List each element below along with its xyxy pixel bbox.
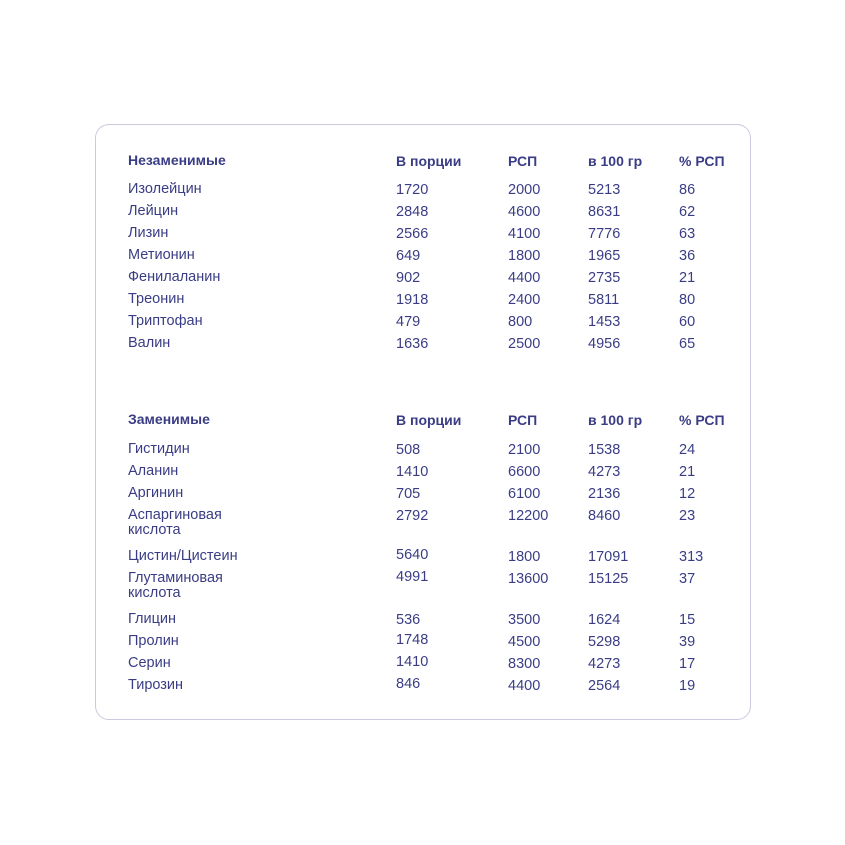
per100-value: 2564 — [588, 678, 621, 694]
table-row — [96, 486, 750, 508]
table-row — [96, 226, 750, 248]
nonessential-header-portion: В порции — [396, 412, 462, 428]
table-row — [96, 571, 750, 605]
table-row — [96, 314, 750, 336]
per100-value: 2735 — [588, 270, 621, 286]
pct-value: 86 — [679, 182, 696, 198]
rsp-value: 4400 — [508, 678, 541, 694]
pct-value: 62 — [679, 204, 696, 220]
pct-value: 313 — [679, 549, 704, 565]
rsp-value: 2500 — [508, 336, 541, 352]
per100-value: 5213 — [588, 182, 621, 198]
pct-value: 80 — [679, 292, 696, 308]
rsp-value: 1800 — [508, 248, 541, 264]
essential-header-pct: % РСП — [679, 153, 725, 169]
pct-value: 60 — [679, 314, 696, 330]
portion-value: 2792 — [396, 508, 429, 524]
table-row — [96, 442, 750, 464]
table-row — [96, 508, 750, 542]
amino-name: Лейцин — [128, 203, 179, 219]
amino-name: Метионин — [128, 247, 195, 263]
rsp-value: 2000 — [508, 182, 541, 198]
amino-name: Пролин — [128, 633, 179, 649]
rsp-value: 2100 — [508, 442, 541, 458]
per100-value: 1965 — [588, 248, 621, 264]
per100-value: 8631 — [588, 204, 621, 220]
nonessential-header-pct: % РСП — [679, 412, 725, 428]
portion-value: 2848 — [396, 204, 429, 220]
table-row — [96, 549, 750, 571]
per100-value: 15125 — [588, 571, 629, 587]
pct-value: 12 — [679, 486, 696, 502]
rsp-value: 6600 — [508, 464, 541, 480]
amino-name: Глутаминовая кислота — [128, 570, 223, 601]
pct-value: 65 — [679, 336, 696, 352]
rsp-value: 13600 — [508, 571, 549, 587]
rsp-value: 800 — [508, 314, 533, 330]
amino-acid-card — [95, 124, 751, 720]
essential-header-rsp: РСП — [508, 153, 538, 169]
portion-value: 4991 — [396, 569, 429, 585]
amino-name: Глицин — [128, 611, 177, 627]
pct-value: 39 — [679, 634, 696, 650]
per100-value: 4956 — [588, 336, 621, 352]
pct-value: 37 — [679, 571, 696, 587]
essential-header-row — [96, 153, 750, 175]
rsp-value: 4400 — [508, 270, 541, 286]
pct-value: 17 — [679, 656, 696, 672]
table-row — [96, 656, 750, 678]
rsp-value: 4100 — [508, 226, 541, 242]
nonessential-header-rsp: РСП — [508, 412, 538, 428]
rsp-value: 4500 — [508, 634, 541, 650]
portion-value: 1748 — [396, 632, 429, 648]
pct-value: 15 — [679, 612, 696, 628]
nonessential-header-row — [96, 412, 750, 434]
amino-name: Аланин — [128, 463, 179, 479]
pct-value: 24 — [679, 442, 696, 458]
portion-value: 705 — [396, 486, 421, 502]
per100-value: 7776 — [588, 226, 621, 242]
pct-value: 36 — [679, 248, 696, 264]
amino-name: Лизин — [128, 225, 169, 241]
essential-header-name: Незаменимые — [128, 152, 226, 168]
amino-name: Гистидин — [128, 441, 190, 457]
table-row — [96, 248, 750, 270]
rsp-value: 4600 — [508, 204, 541, 220]
per100-value: 8460 — [588, 508, 621, 524]
per100-value: 2136 — [588, 486, 621, 502]
amino-name: Аргинин — [128, 485, 184, 501]
essential-header-portion: В порции — [396, 153, 462, 169]
amino-name: Серин — [128, 655, 171, 671]
nonessential-header-per100: в 100 гр — [588, 412, 643, 428]
table-row — [96, 292, 750, 314]
amino-name: Цистин/Цистеин — [128, 548, 238, 564]
per100-value: 4273 — [588, 656, 621, 672]
portion-value: 1410 — [396, 654, 429, 670]
per100-value: 4273 — [588, 464, 621, 480]
portion-value: 846 — [396, 676, 421, 692]
essential-header-per100: в 100 гр — [588, 153, 643, 169]
rsp-value: 6100 — [508, 486, 541, 502]
table-row — [96, 270, 750, 292]
per100-value: 5298 — [588, 634, 621, 650]
portion-value: 902 — [396, 270, 421, 286]
portion-value: 5640 — [396, 547, 429, 563]
amino-name: Изолейцин — [128, 181, 202, 197]
table-row — [96, 464, 750, 486]
rsp-value: 12200 — [508, 508, 549, 524]
portion-value: 2566 — [396, 226, 429, 242]
amino-name: Треонин — [128, 291, 185, 307]
pct-value: 21 — [679, 464, 696, 480]
pct-value: 21 — [679, 270, 696, 286]
portion-value: 649 — [396, 248, 421, 264]
portion-value: 1410 — [396, 464, 429, 480]
rsp-value: 3500 — [508, 612, 541, 628]
per100-value: 17091 — [588, 549, 629, 565]
rsp-value: 8300 — [508, 656, 541, 672]
pct-value: 63 — [679, 226, 696, 242]
amino-name: Фенилаланин — [128, 269, 221, 285]
table-row — [96, 204, 750, 226]
portion-value: 1636 — [396, 336, 429, 352]
per100-value: 1453 — [588, 314, 621, 330]
nonessential-header-name: Заменимые — [128, 411, 210, 427]
table-row — [96, 634, 750, 656]
pct-value: 23 — [679, 508, 696, 524]
amino-name: Аспаргиновая кислота — [128, 507, 222, 538]
amino-name: Триптофан — [128, 313, 203, 329]
portion-value: 479 — [396, 314, 421, 330]
table-row — [96, 678, 750, 700]
amino-name: Валин — [128, 335, 171, 351]
portion-value: 508 — [396, 442, 421, 458]
table-row — [96, 612, 750, 634]
portion-value: 1918 — [396, 292, 429, 308]
rsp-value: 1800 — [508, 549, 541, 565]
pct-value: 19 — [679, 678, 696, 694]
amino-name: Тирозин — [128, 677, 184, 693]
portion-value: 1720 — [396, 182, 429, 198]
per100-value: 1538 — [588, 442, 621, 458]
portion-value: 536 — [396, 612, 421, 628]
per100-value: 5811 — [588, 292, 620, 308]
table-row — [96, 336, 750, 358]
per100-value: 1624 — [588, 612, 621, 628]
rsp-value: 2400 — [508, 292, 541, 308]
table-row — [96, 182, 750, 204]
